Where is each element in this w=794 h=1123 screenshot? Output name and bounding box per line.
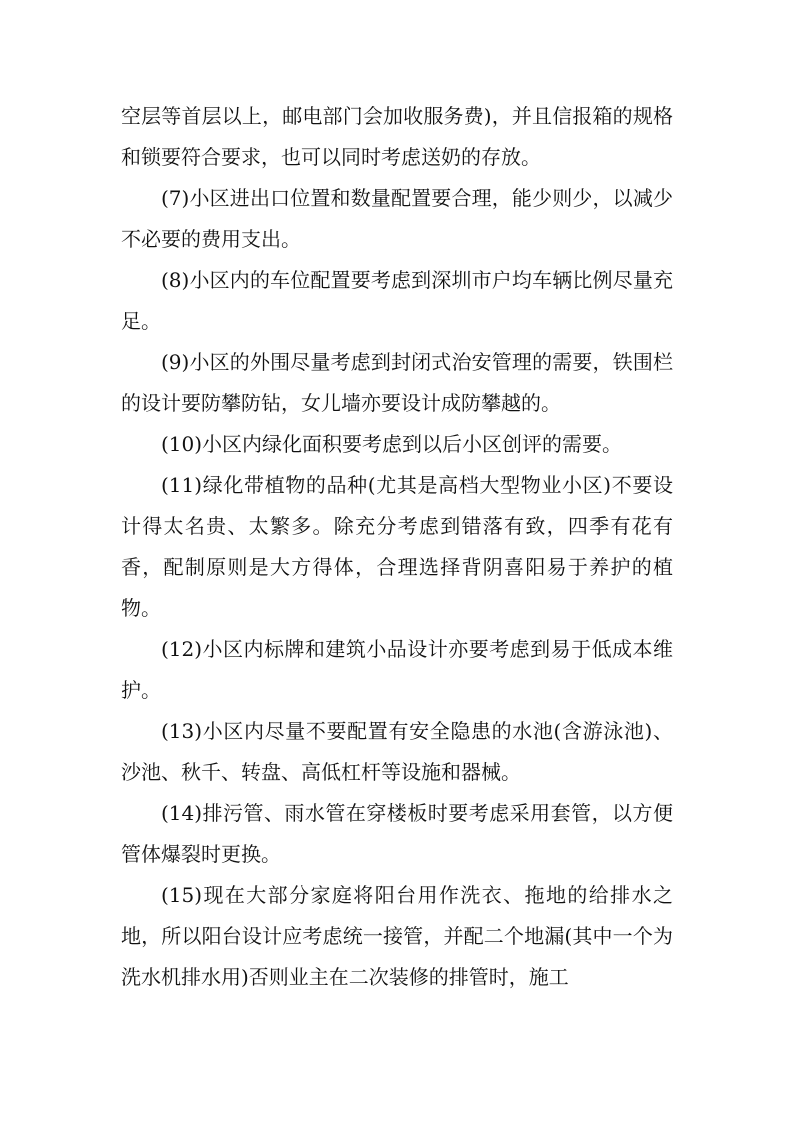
paragraph-item-13: (13)小区内尽量不要配置有安全隐患的水池(含游泳池)、沙池、秋千、转盘、高低杠杆等设施和器械。 — [121, 719, 673, 784]
paragraph-item-11: (11)绿化带植物的品种(尤其是高档大型物业小区)不要设计得太名贵、太繁多。除充分考虑到错落有致，四季有花有香，配制原则是大方得体，合理选择背阴喜阳易于养护的植物。 — [121, 473, 673, 620]
paragraph-item-14: (14)排污管、雨水管在穿楼板时要考虑采用套管，以方便管体爆裂时更换。 — [121, 801, 673, 866]
paragraph-item-15: (15)现在大部分家庭将阳台用作洗衣、拖地的给排水之地，所以阳台设计应考虑统一接管，并配二个地漏(其中一个为洗水机排水用)否则业主在二次装修的排管时，施工 — [121, 883, 673, 989]
paragraph-item-7: (7)小区进出口位置和数量配置要合理，能少则少，以减少不必要的费用支出。 — [121, 186, 673, 251]
paragraph-item-12: (12)小区内标牌和建筑小品设计亦要考虑到易于低成本维护。 — [121, 637, 673, 702]
document-body — [121, 96, 673, 998]
paragraph-item-10: (10)小区内绿化面积要考虑到以后小区创评的需要。 — [161, 432, 623, 456]
paragraph-item-9: (9)小区的外围尽量考虑到封闭式治安管理的需要，铁围栏的设计要防攀防钻，女儿墙亦要设计成防攀越的。 — [121, 350, 673, 415]
paragraph-continuation: 空层等首层以上，邮电部门会加收服务费)，并且信报箱的规格和锁要符合要求，也可以同时考虑送奶的存放。 — [121, 104, 673, 169]
paragraph-item-8: (8)小区内的车位配置要考虑到深圳市户均车辆比例尽量充足。 — [121, 268, 673, 333]
